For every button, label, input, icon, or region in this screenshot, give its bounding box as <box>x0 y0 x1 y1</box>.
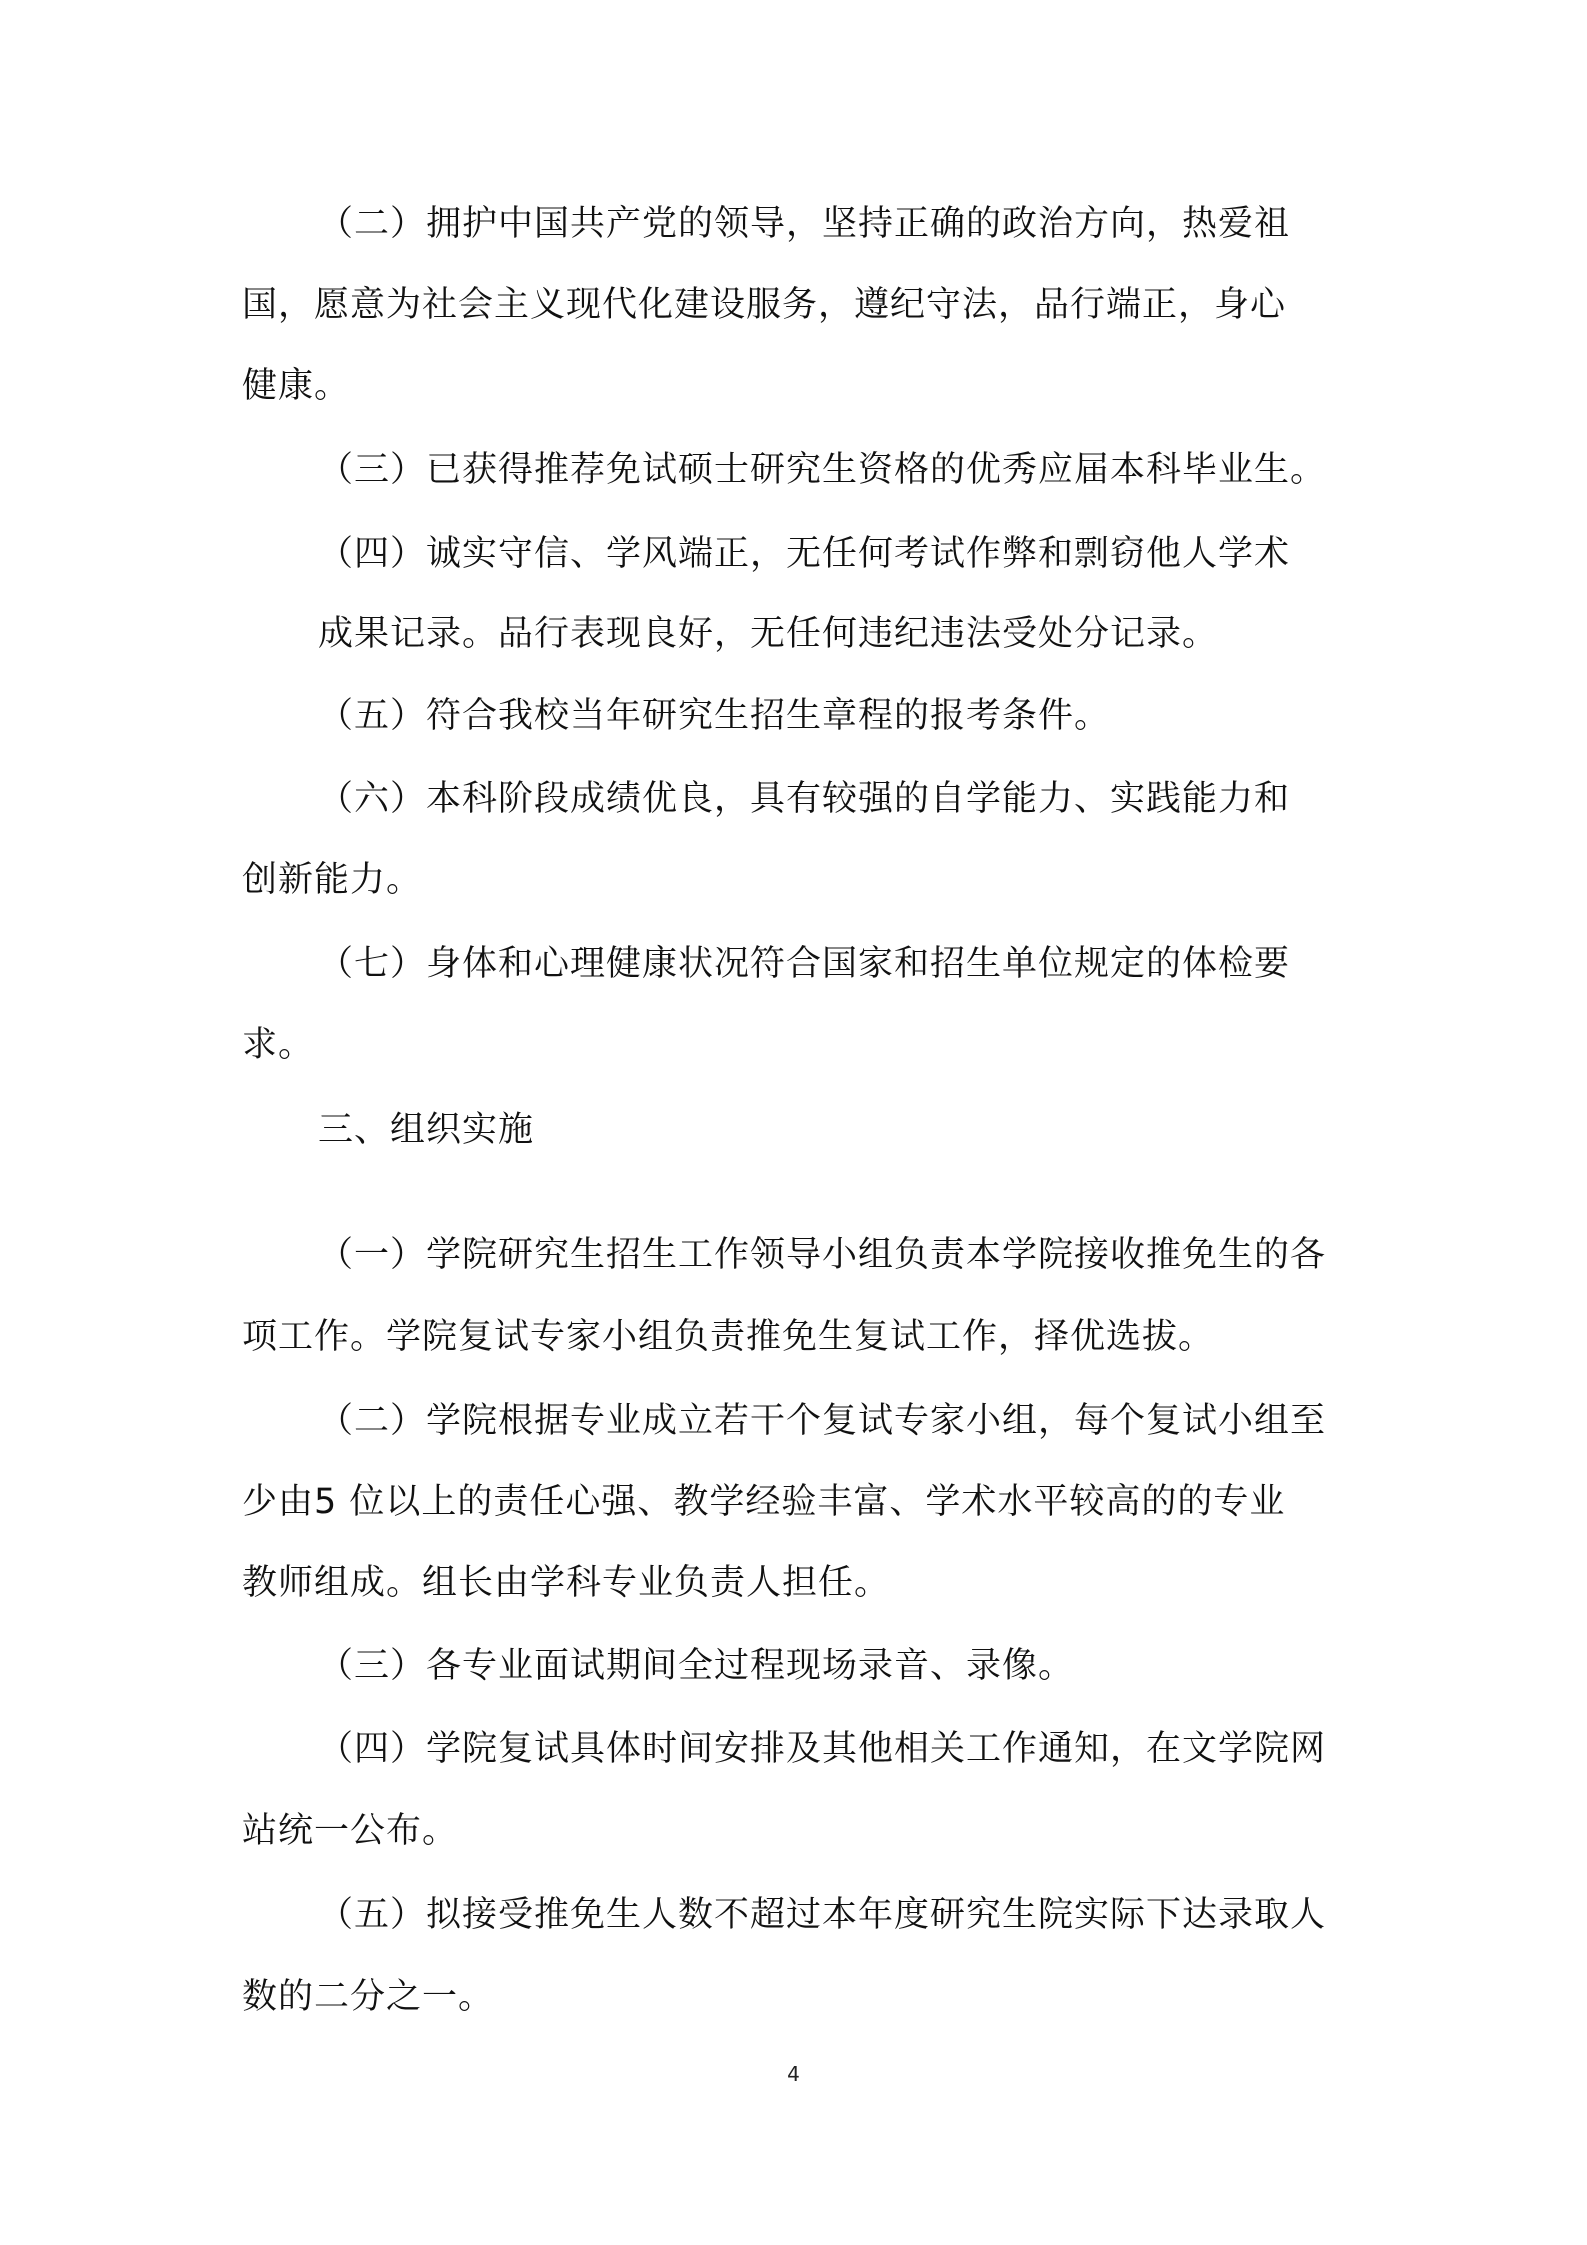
paragraph-line: 少由5 位以上的责任心强、教学经验丰富、学术水平较高的的专业 <box>242 1482 1286 1522</box>
page-number: 4 <box>787 2062 800 2086</box>
paragraph-line: 创新能力。 <box>242 860 423 900</box>
paragraph-line: 项工作。学院复试专家小组负责推免生复试工作，择优选拔。 <box>242 1317 1215 1357</box>
paragraph-line: （四）学院复试具体时间安排及其他相关工作通知，在文学院网 <box>318 1729 1327 1769</box>
paragraph-line: （六）本科阶段成绩优良，具有较强的自学能力、实践能力和 <box>318 779 1291 819</box>
paragraph-line: （五）符合我校当年研究生招生章程的报考条件。 <box>318 696 1111 736</box>
paragraph-line: 成果记录。品行表现良好，无任何违纪违法受处分记录。 <box>318 614 1219 654</box>
paragraph-line: 数的二分之一。 <box>242 1977 495 2017</box>
paragraph-line: 国，愿意为社会主义现代化建设服务，遵纪守法，品行端正，身心 <box>242 285 1287 325</box>
paragraph-line: 健康。 <box>242 366 351 406</box>
paragraph-line: （三）各专业面试期间全过程现场录音、录像。 <box>318 1646 1075 1686</box>
paragraph-line: （一）学院研究生招生工作领导小组负责本学院接收推免生的各 <box>318 1235 1327 1275</box>
section-heading: 三、组织实施 <box>318 1110 535 1150</box>
paragraph-line: 站统一公布。 <box>242 1811 459 1851</box>
paragraph-line: （七）身体和心理健康状况符合国家和招生单位规定的体检要 <box>318 944 1291 984</box>
paragraph-line: （五）拟接受推免生人数不超过本年度研究生院实际下达录取人 <box>318 1895 1327 1935</box>
paragraph-line: （二）拥护中国共产党的领导，坚持正确的政治方向，热爱祖 <box>318 204 1291 244</box>
paragraph-line: 求。 <box>242 1025 315 1065</box>
paragraph-line: （三）已获得推荐免试硕士研究生资格的优秀应届本科毕业生。 <box>318 450 1327 490</box>
paragraph-line: （四）诚实守信、学风端正，无任何考试作弊和剽窃他人学术 <box>318 534 1291 574</box>
paragraph-line: （二）学院根据专业成立若干个复试专家小组，每个复试小组至 <box>318 1401 1327 1441</box>
paragraph-line: 教师组成。组长由学科专业负责人担任。 <box>242 1563 891 1603</box>
